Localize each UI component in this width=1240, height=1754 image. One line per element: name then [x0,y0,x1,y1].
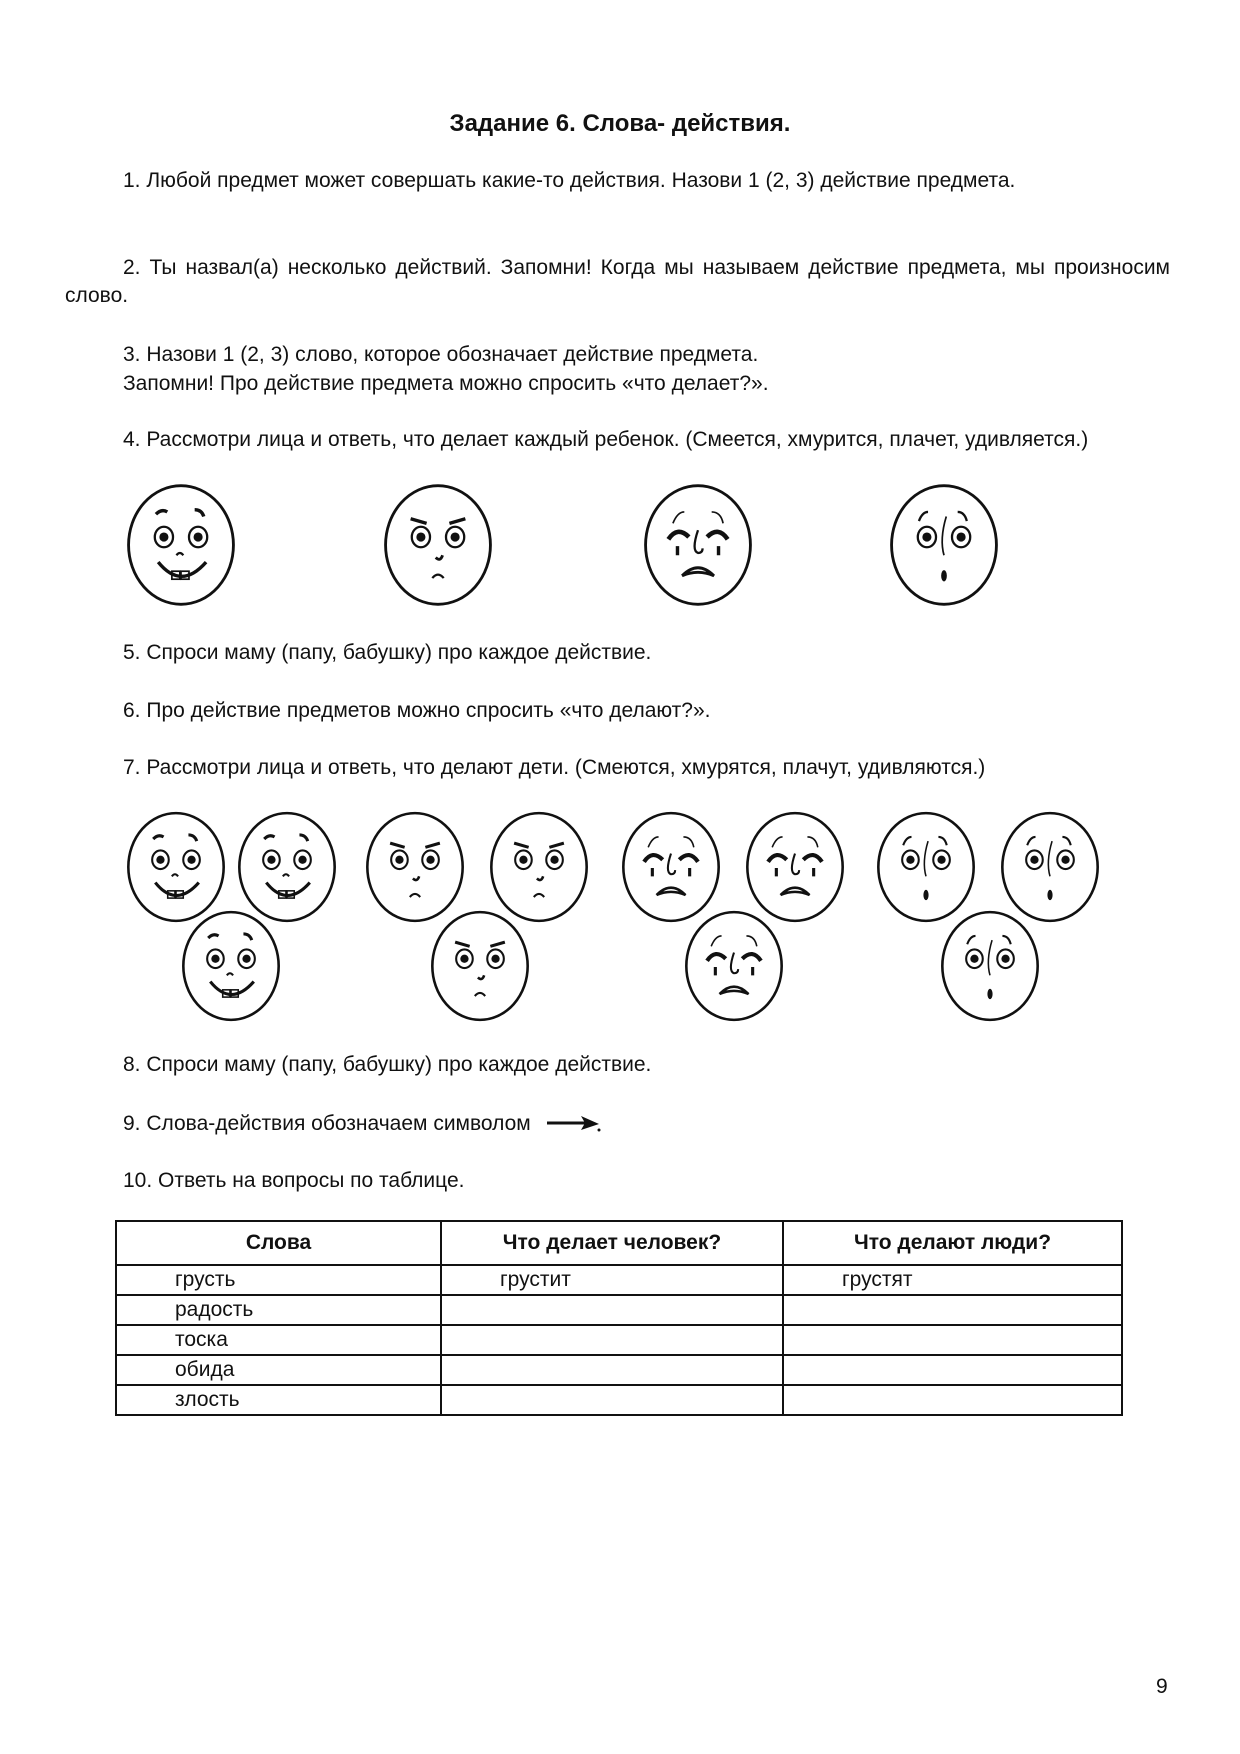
cell-person[interactable] [441,1295,783,1325]
laughing-face-icon [124,480,238,610]
cell-person[interactable] [441,1325,783,1355]
paragraph-5: 5. Спроси маму (папу, бабушку) про каждое действие. [123,641,652,664]
paragraph-6: 6. Про действие предметов можно спросить «что делают?». [123,699,711,722]
paragraph-4: 4. Рассмотри лица и ответь, что делает каждый ребенок. (Смеется, хмурится, плачет, удивляется.) [123,428,1089,451]
frowning-face-icon [427,909,533,1023]
cell-word: обида [116,1355,441,1385]
table-header-row [116,1221,1122,1265]
header-words: Слова [116,1221,441,1265]
arrow-symbol-icon [545,1114,601,1134]
laughing-face-icon [123,810,229,924]
cell-people[interactable] [783,1325,1122,1355]
header-person: Что делает человек? [441,1221,783,1265]
page-number: 9 [1156,1675,1168,1698]
paragraph-9-text: 9. Слова-действия обозначаем символом [123,1112,531,1135]
cell-word: грусть [116,1265,441,1295]
crying-face-icon [641,480,755,610]
paragraph-7: 7. Рассмотри лица и ответь, что делают дети. (Смеются, хмурятся, плачут, удивляются.) [123,756,986,779]
crying-face-icon [618,810,724,924]
crying-face-icon [681,909,787,1023]
answer-table [115,1220,1123,1416]
frowning-face-icon [486,810,592,924]
surprised-face-icon [887,480,1001,610]
crying-face-icon [742,810,848,924]
cell-word: злость [116,1385,441,1415]
cell-people[interactable]: грустят [783,1265,1122,1295]
cell-people[interactable] [783,1355,1122,1385]
paragraph-3a: 3. Назови 1 (2, 3) слово, которое обозначает действие предмета. [123,343,759,366]
laughing-face-icon [234,810,340,924]
surprised-face-icon [937,909,1043,1023]
paragraph-2: 2. Ты назвал(а) несколько действий. Запомни! Когда мы называем действие предмета, мы произносим слово. [65,256,1170,307]
surprised-face-icon [873,810,979,924]
page-title: Задание 6. Слова- действия. [449,110,791,137]
paragraph-3b: Запомни! Про действие предмета можно спросить «что делает?». [123,372,769,395]
paragraph-1: 1. Любой предмет может совершать какие-то действия. Назови 1 (2, 3) действие предмета. [123,169,1016,192]
table-row [116,1355,1122,1385]
cell-people[interactable] [783,1295,1122,1325]
table-row [116,1265,1122,1295]
paragraph-10: 10. Ответь на вопросы по таблице. [123,1169,465,1192]
cell-person[interactable] [441,1385,783,1415]
cell-word: тоска [116,1325,441,1355]
cell-person[interactable] [441,1355,783,1385]
table-row [116,1325,1122,1355]
cell-person[interactable]: грустит [441,1265,783,1295]
surprised-face-icon [997,810,1103,924]
cell-word: радость [116,1295,441,1325]
frowning-face-icon [381,480,495,610]
laughing-face-icon [178,909,284,1023]
frowning-face-icon [362,810,468,924]
table-row [116,1385,1122,1415]
cell-people[interactable] [783,1385,1122,1415]
header-people: Что делают люди? [783,1221,1122,1265]
paragraph-9 [123,1109,601,1138]
table-row [116,1295,1122,1325]
paragraph-8: 8. Спроси маму (папу, бабушку) про каждое действие. [123,1053,652,1076]
